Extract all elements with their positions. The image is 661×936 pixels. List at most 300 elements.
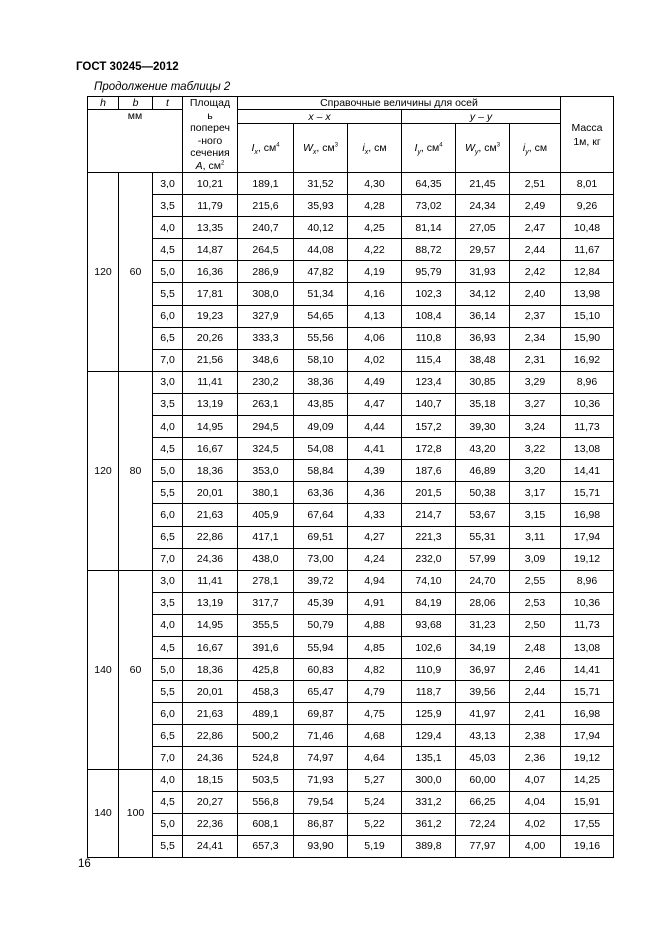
- table-row: [88, 371, 614, 393]
- cell-ix: 4,41: [348, 438, 402, 460]
- cell-ix: 4,33: [348, 504, 402, 526]
- cell-Wx: 50,79: [294, 614, 348, 636]
- ix-unit: , см: [368, 142, 387, 154]
- cell-ix: 4,94: [348, 570, 402, 592]
- cell-Ix: 353,0: [238, 460, 294, 482]
- cell-Iy: 108,4: [402, 305, 456, 327]
- cell-Wx: 79,54: [294, 791, 348, 813]
- ix-sym: i: [362, 142, 365, 154]
- cell-ix: 5,22: [348, 813, 402, 835]
- cell-ix: 4,16: [348, 283, 402, 305]
- cell-Ix: 391,6: [238, 636, 294, 658]
- cell-Wy: 31,23: [456, 614, 510, 636]
- cell-mass: 13,08: [561, 438, 614, 460]
- cell-Wy: 57,99: [456, 548, 510, 570]
- cell-iy: 3,15: [510, 504, 561, 526]
- table-row: [88, 349, 614, 371]
- cell-area: 14,87: [183, 239, 238, 261]
- cell-Iy: 129,4: [402, 725, 456, 747]
- header-Wx: [294, 124, 348, 173]
- cell-mass: 13,08: [561, 636, 614, 658]
- cell-t: 7,0: [153, 747, 183, 769]
- cell-Wy: 21,45: [456, 173, 510, 195]
- cell-Iy: 84,19: [402, 592, 456, 614]
- table-row: [88, 393, 614, 415]
- cell-t: 5,5: [153, 482, 183, 504]
- cell-area: 21,63: [183, 703, 238, 725]
- cell-Wx: 44,08: [294, 239, 348, 261]
- cell-Wx: 45,39: [294, 592, 348, 614]
- cell-t: 6,5: [153, 725, 183, 747]
- cell-Wy: 28,06: [456, 592, 510, 614]
- cell-Ix: 425,8: [238, 659, 294, 681]
- cell-Iy: 300,0: [402, 769, 456, 791]
- Wx-unit: , см: [316, 142, 335, 154]
- cell-Ix: 308,0: [238, 283, 294, 305]
- cell-ix: 4,75: [348, 703, 402, 725]
- cell-Ix: 657,3: [238, 835, 294, 857]
- cell-Wx: 69,51: [294, 526, 348, 548]
- cell-Iy: 118,7: [402, 681, 456, 703]
- cell-Ix: 458,3: [238, 681, 294, 703]
- cell-area: 18,36: [183, 659, 238, 681]
- cell-Wx: 51,34: [294, 283, 348, 305]
- cell-Iy: 140,7: [402, 393, 456, 415]
- cell-t: 5,5: [153, 283, 183, 305]
- header-h: h: [88, 97, 119, 110]
- cell-iy: 3,27: [510, 393, 561, 415]
- table-row: [88, 725, 614, 747]
- cell-mass: 9,26: [561, 195, 614, 217]
- cell-Wx: 71,93: [294, 769, 348, 791]
- Wx-exp: 3: [334, 142, 339, 149]
- table-row: [88, 438, 614, 460]
- cell-Wy: 36,14: [456, 305, 510, 327]
- iy-sub: y: [525, 149, 529, 157]
- cell-area: 13,19: [183, 592, 238, 614]
- cell-iy: 2,42: [510, 261, 561, 283]
- cell-mass: 17,94: [561, 526, 614, 548]
- cell-t: 4,5: [153, 636, 183, 658]
- cell-t: 4,0: [153, 769, 183, 791]
- cell-t: 4,0: [153, 614, 183, 636]
- cell-Iy: 88,72: [402, 239, 456, 261]
- cell-t: 7,0: [153, 548, 183, 570]
- cell-Wy: 24,34: [456, 195, 510, 217]
- table-row: [88, 681, 614, 703]
- cell-mass: 15,71: [561, 681, 614, 703]
- cell-t: 3,5: [153, 195, 183, 217]
- cell-Ix: 286,9: [238, 261, 294, 283]
- cell-Ix: 189,1: [238, 173, 294, 195]
- cell-Ix: 327,9: [238, 305, 294, 327]
- cell-Iy: 187,6: [402, 460, 456, 482]
- cell-Ix: 608,1: [238, 813, 294, 835]
- cell-iy: 3,24: [510, 416, 561, 438]
- cell-Ix: 417,1: [238, 526, 294, 548]
- cell-ix: 4,27: [348, 526, 402, 548]
- cell-Wx: 60,83: [294, 659, 348, 681]
- cell-iy: 4,07: [510, 769, 561, 791]
- ix-sub: x: [364, 149, 369, 157]
- cell-iy: 3,22: [510, 438, 561, 460]
- cell-Ix: 264,5: [238, 239, 294, 261]
- cell-Ix: 333,3: [238, 327, 294, 349]
- cell-Wy: 66,25: [456, 791, 510, 813]
- cell-t: 5,0: [153, 261, 183, 283]
- cell-Wx: 93,90: [294, 835, 348, 857]
- cell-area: 20,01: [183, 681, 238, 703]
- cell-Wx: 49,09: [294, 416, 348, 438]
- Wy-exp: 3: [496, 142, 501, 149]
- cell-Ix: 230,2: [238, 371, 294, 393]
- table-body: [88, 173, 614, 858]
- cell-area: 11,79: [183, 195, 238, 217]
- cell-Wx: 31,52: [294, 173, 348, 195]
- cell-h: 120: [88, 371, 119, 570]
- area-symbol: A: [195, 159, 203, 172]
- table-row: [88, 747, 614, 769]
- cell-Iy: 102,3: [402, 283, 456, 305]
- cell-Ix: 489,1: [238, 703, 294, 725]
- table-row: [88, 173, 614, 195]
- table-row: [88, 791, 614, 813]
- cell-Iy: 115,4: [402, 349, 456, 371]
- cell-mass: 15,90: [561, 327, 614, 349]
- cell-h: 120: [88, 173, 119, 372]
- cell-ix: 4,85: [348, 636, 402, 658]
- cell-iy: 2,40: [510, 283, 561, 305]
- mass-line-1: Масса: [571, 121, 603, 134]
- cell-h: 140: [88, 570, 119, 769]
- cell-Wy: 53,67: [456, 504, 510, 526]
- cell-t: 5,0: [153, 460, 183, 482]
- cell-t: 5,0: [153, 659, 183, 681]
- cell-Iy: 214,7: [402, 504, 456, 526]
- cell-t: 7,0: [153, 349, 183, 371]
- cell-iy: 3,29: [510, 371, 561, 393]
- Ix-sym: I: [251, 142, 255, 154]
- cell-Wy: 38,48: [456, 349, 510, 371]
- header-reference-values: Справочные величины для осей: [238, 97, 561, 110]
- Wy-sym: W: [464, 142, 475, 154]
- area-unit-exp: 2: [220, 160, 225, 166]
- cell-iy: 2,36: [510, 747, 561, 769]
- area-line-2: ь: [207, 109, 213, 122]
- cell-mass: 13,98: [561, 283, 614, 305]
- cell-iy: 3,09: [510, 548, 561, 570]
- cell-Iy: 157,2: [402, 416, 456, 438]
- cell-Wy: 55,31: [456, 526, 510, 548]
- cell-Iy: 361,2: [402, 813, 456, 835]
- cell-area: 10,21: [183, 173, 238, 195]
- cell-area: 20,26: [183, 327, 238, 349]
- header-Ix: [238, 124, 294, 173]
- cell-t: 4,5: [153, 239, 183, 261]
- cell-Wy: 36,93: [456, 327, 510, 349]
- iy-sym: i: [522, 142, 526, 154]
- Wx-sub: x: [312, 149, 317, 157]
- cell-Ix: 500,2: [238, 725, 294, 747]
- cell-ix: 4,91: [348, 592, 402, 614]
- cell-Wy: 31,93: [456, 261, 510, 283]
- cell-area: 22,36: [183, 813, 238, 835]
- cell-t: 3,0: [153, 570, 183, 592]
- cell-Iy: 110,9: [402, 659, 456, 681]
- cell-area: 17,81: [183, 283, 238, 305]
- cell-iy: 2,44: [510, 681, 561, 703]
- cell-Ix: 263,1: [238, 393, 294, 415]
- cell-mass: 15,10: [561, 305, 614, 327]
- cell-Wy: 34,12: [456, 283, 510, 305]
- cell-Ix: 524,8: [238, 747, 294, 769]
- table-row: [88, 327, 614, 349]
- cell-Iy: 201,5: [402, 482, 456, 504]
- cell-Wx: 86,87: [294, 813, 348, 835]
- cell-mass: 14,41: [561, 460, 614, 482]
- cell-Iy: 221,3: [402, 526, 456, 548]
- Iy-sym: I: [414, 142, 418, 154]
- cell-b: 100: [119, 769, 153, 857]
- header-ix: [348, 124, 402, 173]
- cell-iy: 2,34: [510, 327, 561, 349]
- Wy-unit: , см: [478, 142, 497, 154]
- table-row: [88, 769, 614, 791]
- cell-iy: 3,11: [510, 526, 561, 548]
- cell-Wy: 41,97: [456, 703, 510, 725]
- cell-Ix: 278,1: [238, 570, 294, 592]
- cell-Wy: 39,30: [456, 416, 510, 438]
- cell-Ix: 380,1: [238, 482, 294, 504]
- cell-area: 24,36: [183, 747, 238, 769]
- cell-Iy: 95,79: [402, 261, 456, 283]
- cell-iy: 4,04: [510, 791, 561, 813]
- cell-t: 3,5: [153, 393, 183, 415]
- cell-area: 16,36: [183, 261, 238, 283]
- cell-Iy: 389,8: [402, 835, 456, 857]
- cell-mass: 10,36: [561, 393, 614, 415]
- cell-iy: 2,44: [510, 239, 561, 261]
- Iy-sub: y: [417, 149, 421, 157]
- cell-Iy: 110,8: [402, 327, 456, 349]
- cell-iy: 2,31: [510, 349, 561, 371]
- cell-Wx: 47,82: [294, 261, 348, 283]
- cell-Iy: 93,68: [402, 614, 456, 636]
- cell-Wx: 39,72: [294, 570, 348, 592]
- Wy-sub: y: [474, 149, 479, 157]
- cell-Wy: 36,97: [456, 659, 510, 681]
- cell-mass: 15,71: [561, 482, 614, 504]
- table-row: [88, 305, 614, 327]
- cell-Ix: 355,5: [238, 614, 294, 636]
- cell-Wx: 71,46: [294, 725, 348, 747]
- cell-area: 21,56: [183, 349, 238, 371]
- cell-Wx: 35,93: [294, 195, 348, 217]
- table-row: [88, 526, 614, 548]
- cell-Wy: 43,20: [456, 438, 510, 460]
- cell-Wy: 72,24: [456, 813, 510, 835]
- cell-Wy: 46,89: [456, 460, 510, 482]
- cell-b: 60: [119, 173, 153, 372]
- cell-t: 3,0: [153, 173, 183, 195]
- cell-area: 20,27: [183, 791, 238, 813]
- area-line-1: Площад: [189, 97, 231, 109]
- cell-Iy: 73,02: [402, 195, 456, 217]
- cell-t: 6,5: [153, 327, 183, 349]
- cell-t: 4,0: [153, 217, 183, 239]
- cell-Wx: 63,36: [294, 482, 348, 504]
- cell-b: 60: [119, 570, 153, 769]
- cell-Iy: 172,8: [402, 438, 456, 460]
- cell-Wy: 45,03: [456, 747, 510, 769]
- table-row: [88, 217, 614, 239]
- cell-area: 22,86: [183, 526, 238, 548]
- cell-iy: 3,17: [510, 482, 561, 504]
- cell-Ix: 556,8: [238, 791, 294, 813]
- cell-Wx: 54,08: [294, 438, 348, 460]
- cell-Ix: 294,5: [238, 416, 294, 438]
- table-row: [88, 703, 614, 725]
- cell-mass: 16,98: [561, 703, 614, 725]
- cell-Wx: 65,47: [294, 681, 348, 703]
- cell-area: 11,41: [183, 371, 238, 393]
- profile-properties-table: [87, 96, 614, 858]
- cell-Wx: 67,64: [294, 504, 348, 526]
- cell-Iy: 102,6: [402, 636, 456, 658]
- cell-Wx: 73,00: [294, 548, 348, 570]
- cell-ix: 4,02: [348, 349, 402, 371]
- cell-t: 4,5: [153, 791, 183, 813]
- cell-mass: 17,55: [561, 813, 614, 835]
- table-caption: Продолжение таблицы 2: [94, 81, 231, 93]
- cell-area: 16,67: [183, 636, 238, 658]
- cell-Ix: 405,9: [238, 504, 294, 526]
- area-unit: , см: [202, 159, 221, 172]
- cell-area: 20,01: [183, 482, 238, 504]
- cell-ix: 4,28: [348, 195, 402, 217]
- cell-Iy: 135,1: [402, 747, 456, 769]
- cell-area: 21,63: [183, 504, 238, 526]
- cell-Iy: 232,0: [402, 548, 456, 570]
- cell-Wy: 30,85: [456, 371, 510, 393]
- table-row: [88, 835, 614, 857]
- Iy-exp: 4: [439, 142, 443, 149]
- cell-iy: 2,37: [510, 305, 561, 327]
- cell-Iy: 81,14: [402, 217, 456, 239]
- cell-iy: 2,46: [510, 659, 561, 681]
- cell-ix: 4,49: [348, 371, 402, 393]
- Ix-sub: x: [254, 149, 258, 157]
- cell-ix: 4,47: [348, 393, 402, 415]
- header-b: b: [119, 97, 153, 110]
- cell-Ix: 240,7: [238, 217, 294, 239]
- cell-Wy: 27,05: [456, 217, 510, 239]
- cell-ix: 4,68: [348, 725, 402, 747]
- header-area: [183, 97, 238, 173]
- area-line-5: сечения: [190, 147, 230, 159]
- cell-mass: 17,94: [561, 725, 614, 747]
- header-axis-xx: x – x: [238, 110, 402, 124]
- cell-mass: 19,16: [561, 835, 614, 857]
- cell-t: 6,0: [153, 305, 183, 327]
- area-line-4: -ного: [197, 134, 223, 147]
- cell-Iy: 123,4: [402, 371, 456, 393]
- cell-ix: 4,30: [348, 173, 402, 195]
- cell-mass: 14,25: [561, 769, 614, 791]
- cell-area: 11,41: [183, 570, 238, 592]
- cell-ix: 4,82: [348, 659, 402, 681]
- table-row: [88, 239, 614, 261]
- table-row: [88, 659, 614, 681]
- table-row: [88, 548, 614, 570]
- cell-mass: 8,96: [561, 371, 614, 393]
- cell-area: 14,95: [183, 416, 238, 438]
- cell-ix: 5,24: [348, 791, 402, 813]
- cell-area: 16,67: [183, 438, 238, 460]
- cell-Wy: 50,38: [456, 482, 510, 504]
- cell-mass: 15,91: [561, 791, 614, 813]
- cell-Wx: 38,36: [294, 371, 348, 393]
- cell-iy: 4,02: [510, 813, 561, 835]
- cell-Wx: 58,10: [294, 349, 348, 371]
- cell-mass: 14,41: [561, 659, 614, 681]
- cell-t: 4,0: [153, 416, 183, 438]
- cell-iy: 2,50: [510, 614, 561, 636]
- cell-iy: 2,51: [510, 173, 561, 195]
- cell-Wx: 54,65: [294, 305, 348, 327]
- cell-mass: 10,36: [561, 592, 614, 614]
- cell-ix: 4,25: [348, 217, 402, 239]
- area-line-3: попереч: [190, 122, 230, 134]
- cell-Wx: 55,56: [294, 327, 348, 349]
- cell-ix: 4,39: [348, 460, 402, 482]
- cell-ix: 4,13: [348, 305, 402, 327]
- cell-iy: 2,48: [510, 636, 561, 658]
- document-standard-title: ГОСТ 30245—2012: [76, 61, 179, 73]
- cell-mass: 8,96: [561, 570, 614, 592]
- cell-Wx: 40,12: [294, 217, 348, 239]
- cell-area: 14,95: [183, 614, 238, 636]
- cell-Iy: 331,2: [402, 791, 456, 813]
- cell-ix: 4,79: [348, 681, 402, 703]
- cell-Iy: 64,35: [402, 173, 456, 195]
- table-row: [88, 592, 614, 614]
- cell-Wy: 77,97: [456, 835, 510, 857]
- cell-mass: 11,73: [561, 416, 614, 438]
- cell-t: 6,0: [153, 703, 183, 725]
- cell-area: 24,36: [183, 548, 238, 570]
- cell-Iy: 74,10: [402, 570, 456, 592]
- cell-t: 3,0: [153, 371, 183, 393]
- cell-ix: 4,88: [348, 614, 402, 636]
- cell-Ix: 503,5: [238, 769, 294, 791]
- table-row: [88, 570, 614, 592]
- cell-Wy: 24,70: [456, 570, 510, 592]
- cell-Wy: 34,19: [456, 636, 510, 658]
- header-Wy: [456, 124, 510, 173]
- cell-iy: 2,47: [510, 217, 561, 239]
- cell-t: 6,5: [153, 526, 183, 548]
- iy-unit: , см: [528, 142, 548, 154]
- cell-Wy: 39,56: [456, 681, 510, 703]
- cell-t: 3,5: [153, 592, 183, 614]
- table-row: [88, 261, 614, 283]
- cell-t: 4,5: [153, 438, 183, 460]
- cell-Wy: 29,57: [456, 239, 510, 261]
- header-units-mm: мм: [88, 110, 183, 173]
- cell-area: 24,41: [183, 835, 238, 857]
- cell-b: 80: [119, 371, 153, 570]
